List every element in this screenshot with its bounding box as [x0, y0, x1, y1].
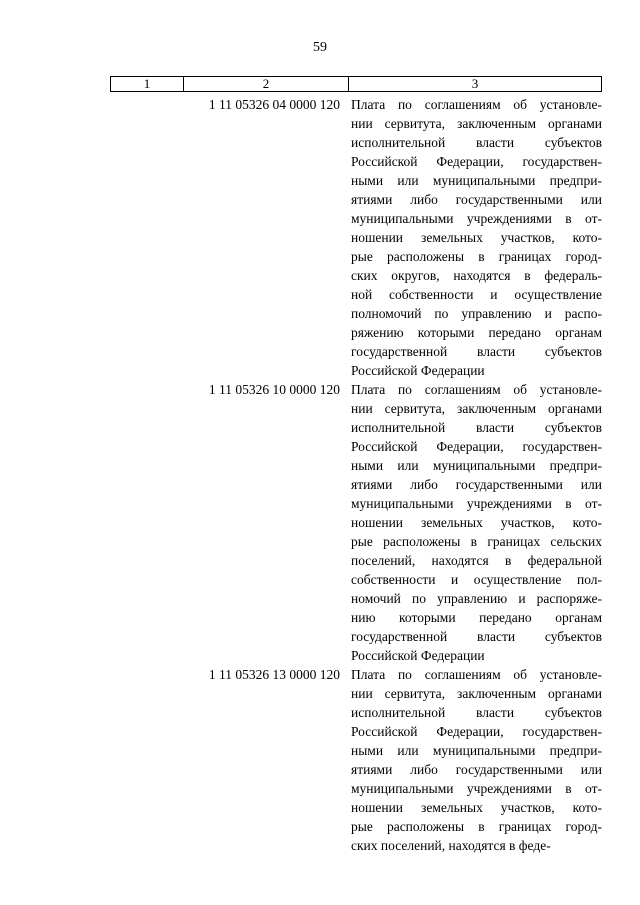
description-line: муниципальными учреждениями в от- [351, 211, 602, 226]
page-number: 59 [313, 40, 327, 55]
description-line: нии сервитута, заключенным органами [351, 401, 602, 416]
description-line: ятиями либо государственными или [351, 762, 602, 777]
description-line: Российской Федерации, государствен- [351, 724, 602, 739]
description-line: ными или муниципальными предпри- [351, 173, 602, 188]
budget-classification-code: 1 11 05326 13 0000 120 [208, 667, 340, 682]
description-line: ной собственности и осуществление [351, 287, 602, 302]
description-line: нии сервитута, заключенным органами [351, 686, 602, 701]
description-line: исполнительной власти субъектов [351, 135, 602, 150]
description-line: собственности и осуществление пол- [351, 572, 602, 587]
description-line: исполнительной власти субъектов [351, 420, 602, 435]
table-header-row [110, 76, 602, 92]
description-line: рые расположены в границах город- [351, 249, 602, 264]
description-line: государственной власти субъектов [351, 629, 602, 644]
description-line: муниципальными учреждениями в от- [351, 496, 602, 511]
description-line: нию которыми передано органам [351, 610, 602, 625]
row-column-1 [110, 665, 183, 855]
description-line: исполнительной власти субъектов [351, 705, 602, 720]
description-line: ских поселений, находятся в феде- [351, 838, 551, 853]
description-line: государственной власти субъектов [351, 344, 602, 359]
table-row [110, 665, 602, 855]
budget-classification-code: 1 11 05326 04 0000 120 [208, 97, 340, 112]
income-description [348, 665, 602, 855]
description-line: Российской Федерации [351, 363, 485, 378]
description-line: полномочий по управлению и распо- [351, 306, 602, 321]
header-cell-1: 1 [111, 77, 184, 91]
description-line: поселений, находятся в федеральной [351, 553, 602, 568]
document-table [110, 76, 602, 855]
description-line: Плата по соглашениям об установле- [351, 667, 602, 682]
table-row [110, 380, 602, 665]
row-column-1 [110, 380, 183, 665]
description-line: рые расположены в границах сельских [351, 534, 602, 549]
row-column-1 [110, 95, 183, 380]
description-line: Российской Федерации, государствен- [351, 154, 602, 169]
description-line: ношении земельных участков, кото- [351, 800, 602, 815]
table-row [110, 95, 602, 380]
description-line: нии сервитута, заключенным органами [351, 116, 602, 131]
budget-classification-code: 1 11 05326 10 0000 120 [208, 382, 340, 397]
description-line: ятиями либо государственными или [351, 192, 602, 207]
income-description [348, 380, 602, 665]
description-line: муниципальными учреждениями в от- [351, 781, 602, 796]
description-line: Российской Федерации [351, 648, 485, 663]
description-line: ряжению которыми передано органам [351, 325, 602, 340]
table-body [110, 92, 602, 855]
description-line: ными или муниципальными предпри- [351, 458, 602, 473]
description-line: номочий по управлению и распоряже- [351, 591, 602, 606]
header-cell-2: 2 [184, 77, 349, 91]
description-line: Российской Федерации, государствен- [351, 439, 602, 454]
description-line: ятиями либо государственными или [351, 477, 602, 492]
income-description [348, 95, 602, 380]
description-line: ских округов, находятся в федераль- [351, 268, 602, 283]
description-line: ными или муниципальными предпри- [351, 743, 602, 758]
header-cell-3: 3 [471, 76, 479, 91]
description-line: ношении земельных участков, кото- [351, 515, 602, 530]
description-line: Плата по соглашениям об установле- [351, 97, 602, 112]
description-line: ношении земельных участков, кото- [351, 230, 602, 245]
description-line: рые расположены в границах город- [351, 819, 602, 834]
description-line: Плата по соглашениям об установле- [351, 382, 602, 397]
